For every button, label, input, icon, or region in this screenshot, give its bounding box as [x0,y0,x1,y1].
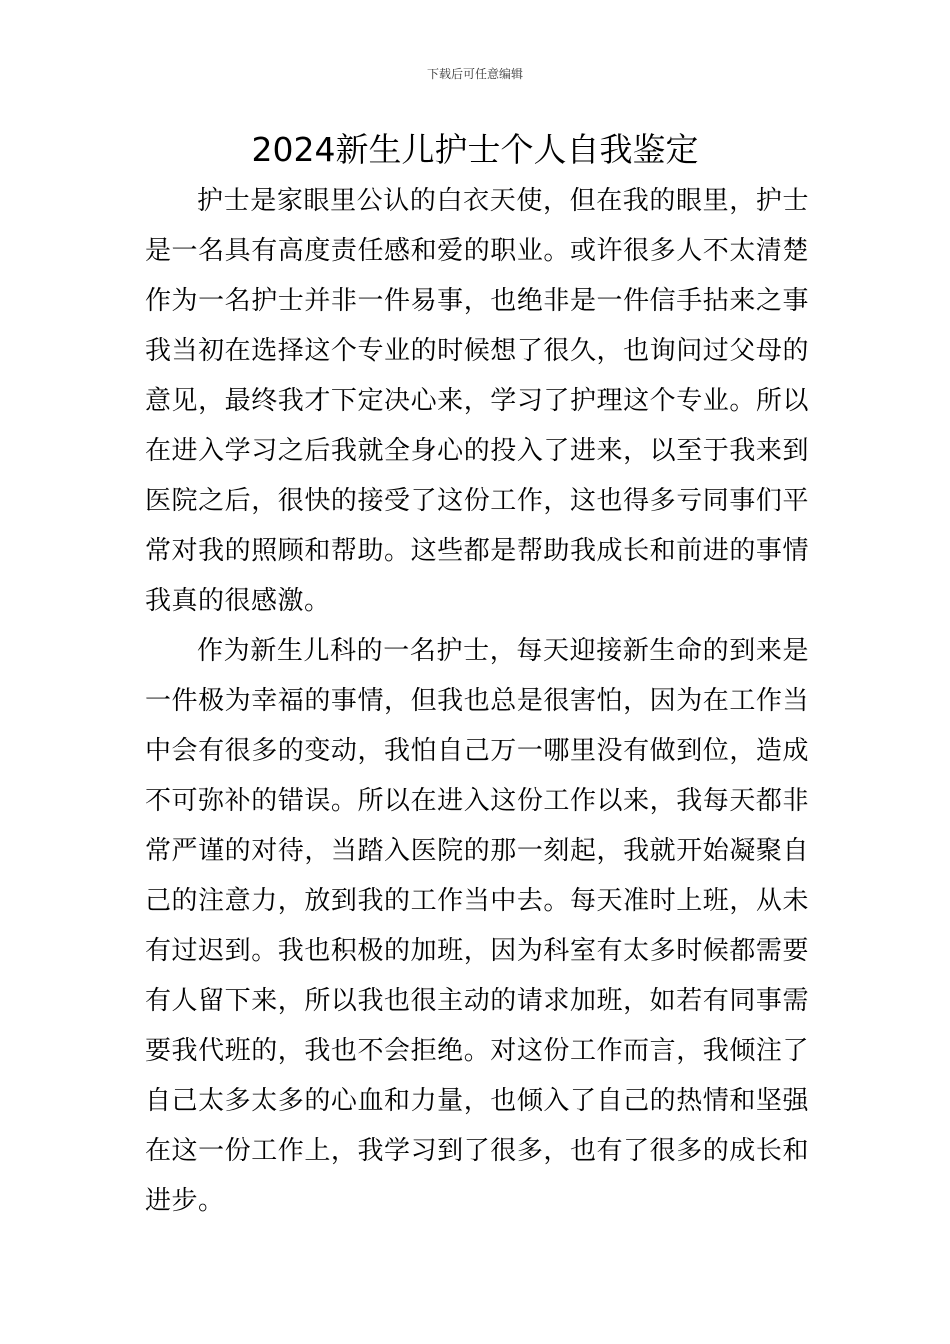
document-title: 2024新生儿护士个人自我鉴定 [251,130,699,169]
paragraph-1: 护士是家眼里公认的白衣天使，但在我的眼里，护士是一名具有高度责任感和爱的职业。或许很多人不太清楚作为一名护士并非一件易事，也绝非是一件信手拈来之事我当初在选择这个专业的时候想了很久，也询问过父母的意见，最终我才下定决心来，学习了护理这个专业。所以在进入学习之后我就全身心的投入了进来，以至于我来到医院之后，很快的接受了这份工作，这也得多亏同事们平常对我的照顾和帮助。这些都是帮助我成长和前进的事情我真的很感激。 [145,186,809,616]
paragraph-2: 作为新生儿科的一名护士，每天迎接新生命的到来是一件极为幸福的事情，但我也总是很害怕，因为在工作当中会有很多的变动，我怕自己万一哪里没有做到位，造成不可弥补的错误。所以在进入这份工作以来，我每天都非常严谨的对待，当踏入医院的那一刻起，我就开始凝聚自己的注意力，放到我的工作当中去。每天准时上班，从未有过迟到。我也积极的加班，因为科室有太多时候都需要有人留下来，所以我也很主动的请求加班，如若有同事需要我代班的，我也不会拒绝。对这份工作而言，我倾注了自己太多太多的心血和力量，也倾入了自己的热情和坚强在这一份工作上，我学习到了很多，也有了很多的成长和进步。 [145,636,809,1216]
header-note: 下载后可任意编辑 [426,67,523,81]
document-body [145,176,809,1226]
